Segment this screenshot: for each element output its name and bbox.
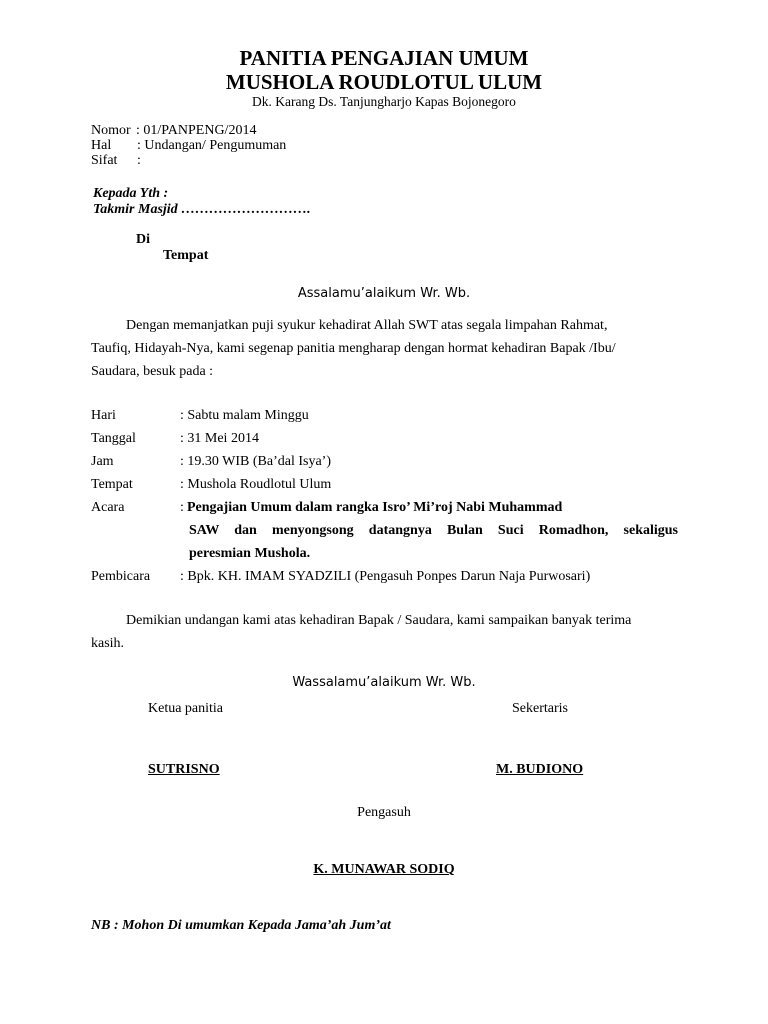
note: NB : Mohon Di umumkan Kepada Jama’ah Jum’at — [91, 918, 391, 933]
closing-line-2: kasih. — [91, 636, 125, 651]
opening-line-1: Dengan memanjatkan puji syukur kehadirat Allah SWT atas segala limpahan Rahmat, — [126, 318, 608, 333]
letterhead-title-1: PANITIA PENGAJIAN UMUM — [239, 46, 529, 70]
recipient-tempat: Tempat — [163, 248, 209, 263]
tempat-value: : Mushola Roudlotul Ulum — [180, 477, 332, 492]
pembicara-value: : Bpk. KH. IMAM SYADZILI (Pengasuh Ponpes Darun Naja Purwosari) — [180, 569, 591, 584]
tempat-label: Tempat — [91, 477, 133, 492]
sekretaris-title: Sekertaris — [512, 701, 568, 716]
greeting: Assalamu’alaikum Wr. Wb. — [297, 286, 471, 301]
pengasuh-title: Pengasuh — [357, 805, 411, 820]
letterhead-title-2: MUSHOLA ROUDLOTUL ULUM — [225, 70, 543, 94]
hal-label: Hal — [91, 138, 112, 153]
jam-value: : 19.30 WIB (Ba’dal Isya’) — [180, 454, 331, 469]
nomor-label: Nomor — [91, 123, 131, 138]
sekretaris-name: M. BUDIONO — [496, 762, 584, 777]
ketua-title: Ketua panitia — [148, 701, 224, 716]
tanggal-label: Tanggal — [91, 431, 136, 446]
acara-line-3: peresmian Mushola. — [189, 546, 311, 561]
sifat-label: Sifat — [91, 153, 118, 168]
letterhead-address: Dk. Karang Ds. Tanjungharjo Kapas Bojonegoro — [252, 94, 516, 109]
hal-value: : Undangan/ Pengumuman — [137, 138, 287, 153]
jam-label: Jam — [91, 454, 114, 469]
recipient-line-1: Kepada Yth : — [93, 186, 169, 201]
recipient-line-2: Takmir Masjid ………………………. — [93, 202, 311, 217]
sifat-value: : — [137, 153, 141, 168]
acara-line-1: Pengajian Umum dalam rangka Isro’ Mi’roj Nabi Muhammad — [187, 500, 563, 515]
acara-label: Acara — [91, 500, 125, 515]
acara-colon: : — [180, 500, 184, 515]
closing-line-1: Demikian undangan kami atas kehadiran Bapak / Saudara, kami sampaikan banyak terima — [126, 613, 632, 628]
pengasuh-name: K. MUNAWAR SODIQ — [313, 862, 455, 877]
tanggal-value: : 31 Mei 2014 — [180, 431, 259, 446]
pembicara-label: Pembicara — [91, 569, 151, 584]
hari-value: : Sabtu malam Minggu — [180, 408, 309, 423]
hari-label: Hari — [91, 408, 116, 423]
ketua-name: SUTRISNO — [148, 762, 220, 777]
farewell: Wassalamu’alaikum Wr. Wb. — [292, 675, 476, 690]
recipient-di: Di — [136, 232, 150, 247]
acara-line-2: SAW dan menyongsong datangnya Bulan Suci Romadhon, sekaligus — [189, 523, 678, 538]
opening-line-3: Saudara, besuk pada : — [91, 364, 214, 379]
nomor-value: : 01/PANPENG/2014 — [136, 123, 257, 138]
opening-line-2: Taufiq, Hidayah-Nya, kami segenap panitia mengharap dengan hormat kehadiran Bapak /Ibu/ — [91, 341, 616, 356]
